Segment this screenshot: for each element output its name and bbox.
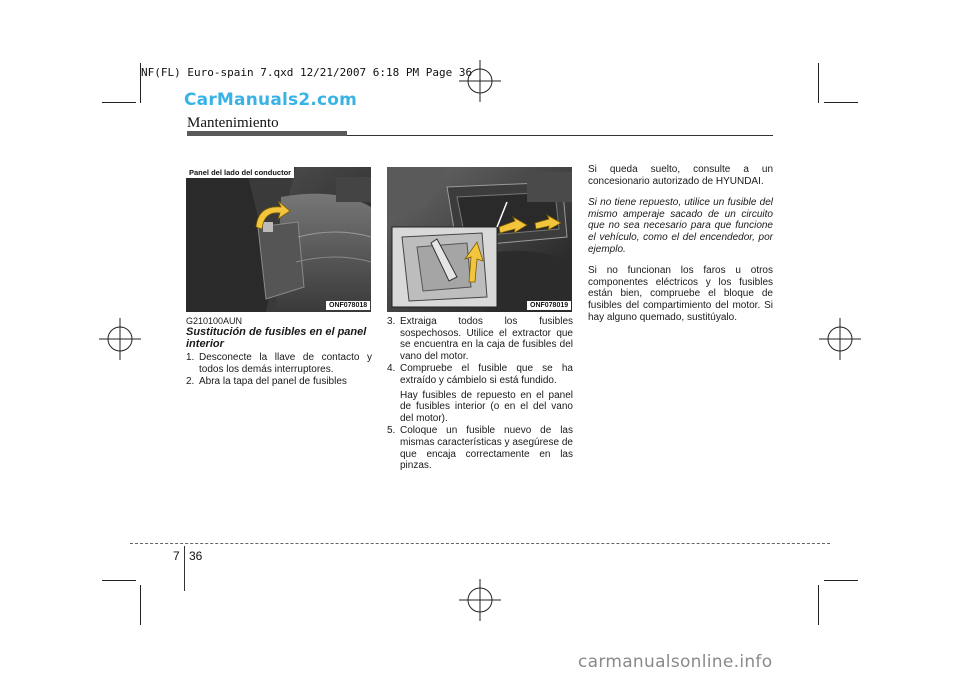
page-number: 36: [189, 549, 203, 563]
reference-code: G210100AUN: [186, 316, 243, 326]
figure-caption: Panel del lado del conductor: [186, 167, 294, 178]
column-3: [588, 164, 773, 323]
column-2: [387, 316, 573, 473]
footer-rule: [130, 543, 830, 544]
list-item: 5. Coloque un fusible nuevo de las mismas características y asegúrese de que encaja correctamente en las pinzas.: [387, 425, 573, 472]
list-item: 4. Compruebe el fusible que se ha extraído y cámbielo si está fundido. Hay fusibles de repuesto en el panel de fusibles interior (o en el del vano del motor).: [387, 363, 573, 424]
crop-mark: [824, 580, 858, 581]
source-url-watermark[interactable]: carmanualsonline.info: [578, 652, 773, 672]
figure-code: ONF078019: [527, 301, 571, 310]
registration-mark-left: [99, 318, 141, 360]
list-item: 1. Desconecte la llave de contacto y todos los demás interruptores.: [186, 352, 372, 375]
step-list: [186, 352, 372, 388]
procedure-heading: Sustitución de fusibles en el panel interior: [186, 326, 367, 350]
footer-divider: [184, 546, 185, 591]
list-item: 2. Abra la tapa del panel de fusibles: [186, 376, 347, 388]
chapter-number: 7: [173, 549, 180, 563]
section-title: Mantenimiento: [187, 115, 279, 131]
paragraph: Si no funcionan los faros u otros componentes eléctricos y los fusibles están bien, compruebe el bloque de fusibles del compartimiento del motor. Si hay alguno quemado, sustitúyalo.: [588, 265, 773, 323]
crop-mark: [102, 102, 136, 103]
photo-fuse-box: [387, 167, 572, 312]
print-slug-line: NF(FL) Euro-spain 7.qxd 12/21/2007 6:18 PM Page 36: [141, 66, 473, 79]
watermark-logo[interactable]: CarManuals2.com: [184, 90, 358, 110]
list-item: 3. Extraiga todos los fusibles sospechosos. Utilice el extractor que se encuentra en la caja de fusibles del vano del motor.: [387, 316, 573, 362]
paragraph: Si queda suelto, consulte a un concesionario autorizado de HYUNDAI.: [588, 164, 773, 187]
figure-code: ONF078018: [326, 301, 370, 310]
interior-panel-illustration: [186, 167, 371, 312]
fuse-box-illustration: [387, 167, 572, 312]
registration-mark-bottom: [459, 579, 501, 621]
photo-driver-side-panel: [186, 167, 371, 312]
column-1: [186, 316, 372, 389]
crop-mark: [102, 580, 136, 581]
crop-mark: [824, 102, 858, 103]
crop-mark: [140, 585, 141, 625]
crop-mark: [818, 585, 819, 625]
header-rule-bar: [187, 131, 347, 136]
step-list: [387, 316, 573, 472]
crop-mark: [818, 63, 819, 103]
note-paragraph: Si no tiene repuesto, utilice un fusible del mismo amperaje sacado de un circuito que no sea necesario para que funcione el vehículo, como el del encendedor, por ejemplo.: [588, 197, 773, 255]
registration-mark-right: [819, 318, 861, 360]
